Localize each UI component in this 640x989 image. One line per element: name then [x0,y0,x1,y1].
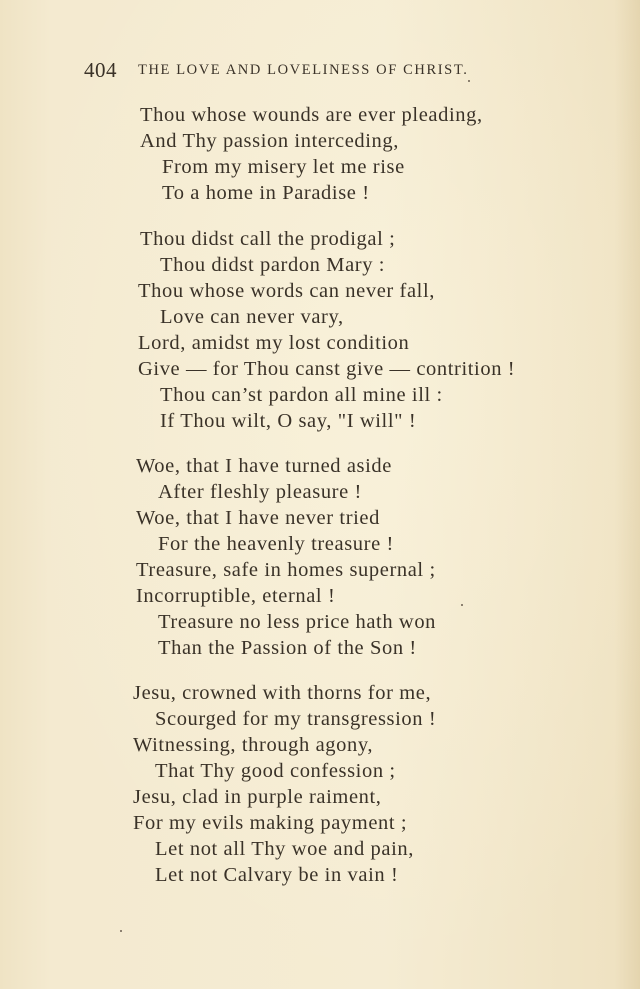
poem-line: For the heavenly treasure ! [158,533,394,555]
poem-line: Than the Passion of the Son ! [158,637,417,659]
poem-line: Witnessing, through agony, [133,734,374,756]
poem-line: Jesu, clad in purple raiment, [133,786,382,808]
poem-line: Lord, amidst my lost condition [138,332,410,354]
poem-line: Thou didst pardon Mary : [160,254,386,276]
poem-line: Thou whose words can never fall, [138,280,436,302]
poem-line: Thou didst call the prodigal ; [140,228,396,250]
poem-line: Give — for Thou canst give — contrition ! [138,358,516,380]
poem-line: Treasure, safe in homes supernal ; [136,559,436,581]
poem-line: For my evils making payment ; [133,812,408,834]
poem-line: From my misery let me rise [162,156,405,178]
poem-line: Love can never vary, [160,306,344,328]
poem-line: Incorruptible, eternal ! [136,585,336,607]
poem-line: Jesu, crowned with thorns for me, [133,682,432,704]
poem-line: After fleshly pleasure ! [158,481,362,503]
page-header [84,58,544,84]
poem-line: Scourged for my transgression ! [155,708,437,730]
poem-line: Treasure no less price hath won [158,611,437,633]
poem-line: Let not all Thy woe and pain, [155,838,414,860]
paper-speck [468,80,470,82]
poem-line: And Thy passion interceding, [140,130,399,152]
poem-line: To a home in Paradise ! [162,182,370,204]
poem-line: Woe, that I have turned aside [136,455,392,477]
paper-speck [120,930,122,932]
poem-line: Woe, that I have never tried [136,507,380,529]
poem-line: Let not Calvary be in vain ! [155,864,399,886]
running-title: THE LOVE AND LOVELINESS OF CHRIST. [138,62,469,78]
poem-line: That Thy good confession ; [155,760,396,782]
poem-line: If Thou wilt, O say, "I will" ! [160,410,417,432]
poem-line: Thou whose wounds are ever pleading, [140,104,483,126]
paper-speck [461,604,463,606]
page-number: 404 [84,58,117,82]
poem-line: Thou can’st pardon all mine ill : [160,384,443,406]
